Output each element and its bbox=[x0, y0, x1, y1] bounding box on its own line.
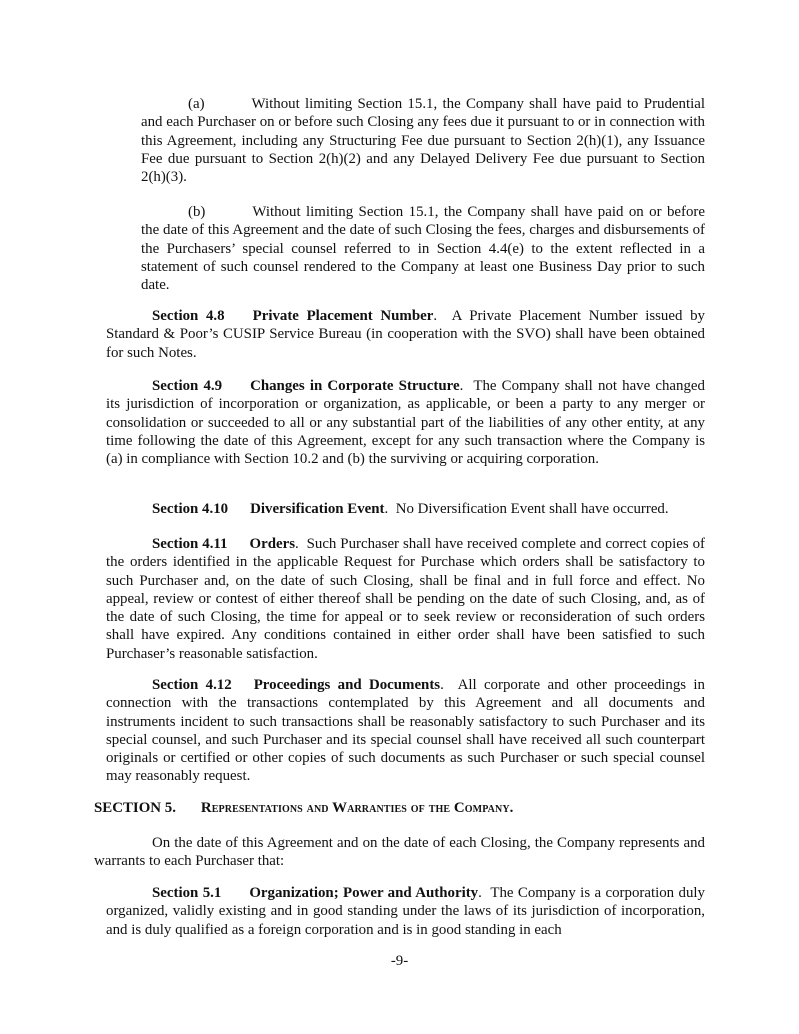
paragraph-b-label: (b) bbox=[188, 204, 206, 220]
section-4-12-title: Proceedings and Documents bbox=[253, 677, 441, 693]
section-4-10-title: Diversification Event bbox=[250, 501, 385, 517]
section-4-12: Section 4.12 Proceedings and Documents. All corporate and other proceedings in connection with the transactions contemplated by this Agreement and all documents and instruments incident to such transactions shall be reasonably satisfactory to such Purchaser and its special counsel, and such Purchaser and its special counsel shall have received all such counterpart originals or certified or other copies of such documents as such Purchaser or such special counsel may reasonably request. bbox=[106, 677, 705, 785]
section-4-8: Section 4.8 Private Placement Number. A Private Placement Number issued by Standard & Poor’s CUSIP Service Bureau (in cooperation with the SVO) shall have been obtained for such Notes. bbox=[106, 308, 705, 361]
page-number: -9- bbox=[390, 953, 409, 969]
paragraph-a bbox=[141, 95, 705, 186]
section-4-8-title: Private Placement Number bbox=[252, 308, 434, 324]
section-5-number: SECTION 5. bbox=[94, 800, 176, 816]
section-4-10-number: Section 4.10 bbox=[152, 501, 229, 517]
section-4-11-title: Orders bbox=[249, 536, 295, 552]
section-5-1-number: Section 5.1 bbox=[152, 885, 222, 901]
section-4-9-text: The Company shall not have changed its jurisdiction of incorporation or organization, as applicable, or been a party to any merger or consolidation or succeeded to all or any substantial part of the liabilities of any other entity, at any time following the date of this Agreement, except for any such transaction where the Company is (a) in compliance with Section 10.2 and (b) the surviving or acquiring corporation. bbox=[106, 378, 705, 468]
section-5-intro bbox=[94, 834, 705, 871]
section-5-1-title: Organization; Power and Authority bbox=[249, 885, 479, 901]
section-4-9-title: Changes in Corporate Structure bbox=[250, 378, 460, 394]
section-5-1: Section 5.1 Organization; Power and Authority. The Company is a corporation duly organized, validly existing and in good standing under the laws of its jurisdiction of incorporation, and is duly qualified as a foreign corporation and is in good standing in each bbox=[106, 885, 705, 938]
section-4-9: Section 4.9 Changes in Corporate Structure. The Company shall not have changed its jurisdiction of incorporation or organization, as applicable, or been a party to any merger or consolidation or succeeded to all or any substantial part of the liabilities of any other entity, at any time following the date of this Agreement, except for any such transaction where the Company is (a) in compliance with Section 10.2 and (b) the surviving or acquiring corporation. bbox=[106, 378, 705, 468]
section-4-12-number: Section 4.12 bbox=[152, 677, 232, 693]
section-4-11-number: Section 4.11 bbox=[152, 536, 228, 552]
section-4-10-text: No Diversification Event shall have occurred. bbox=[395, 501, 669, 517]
section-4-8-text: A Private Placement Number issued by Standard & Poor’s CUSIP Service Bureau (in cooperation with the SVO) shall have been obtained for such Notes. bbox=[106, 308, 705, 361]
section-4-12-text: All corporate and other proceedings in connection with the transactions contemplated by this Agreement and all documents and instruments incident to such transactions shall be reasonably satisfactory to such Purchaser and its special counsel, and such Purchaser and its special counsel shall have received all such counterpart originals or certified or other copies of such documents as such Purchaser or such special counsel may reasonably request. bbox=[106, 677, 705, 785]
section-5-title: Representations and Warranties of the Company bbox=[200, 800, 510, 816]
section-5-intro-text: On the date of this Agreement and on the date of each Closing, the Company represents and warrants to each Purchaser that: bbox=[94, 835, 705, 870]
paragraph-b bbox=[141, 203, 705, 294]
section-4-8-number: Section 4.8 bbox=[152, 308, 225, 324]
section-4-11-text: Such Purchaser shall have received complete and correct copies of the orders identified in the applicable Request for Purchase which orders shall be satisfactory to such Purchaser and, on the date of such Closing, shall be final and in full force and effect. No appeal, review or contest of either thereof shall be pending on the date of such Closing, and, as of the date of such Closing, the time for appeal or to seek review or reconsideration of such orders shall have expired. Any conditions contained in either order shall have been satisfied to such Purchaser’s reasonable satisfaction. bbox=[106, 536, 705, 662]
paragraph-b-text: Without limiting Section 15.1, the Company shall have paid on or before the date of this Agreement and the date of such Closing the fees, charges and disbursements of the Purchasers’ special counsel referred to in Section 4.4(e) to the extent reflected in a statement of such counsel rendered to the Company at least one Business Day prior to such date. bbox=[141, 204, 705, 294]
paragraph-a-label: (a) bbox=[188, 96, 205, 112]
section-5-1-text: The Company is a corporation duly organized, validly existing and in good standing under the laws of its jurisdiction of incorporation, and is duly qualified as a foreign corporation and is in good standing in each bbox=[106, 885, 705, 938]
section-4-10: Section 4.10 Diversification Event. No Diversification Event shall have occurred. bbox=[152, 501, 669, 517]
section-4-9-number: Section 4.9 bbox=[152, 378, 223, 394]
paragraph-a-text: Without limiting Section 15.1, the Company shall have paid to Prudential and each Purchaser on or before such Closing any fees due it pursuant to or in connection with this Agreement, including any Structuring Fee due pursuant to Section 2(h)(1), any Issuance Fee due pursuant to Section 2(h)(2) and any Delayed Delivery Fee due pursuant to Section 2(h)(3). bbox=[141, 96, 705, 186]
section-5-heading: SECTION 5. Representations and Warranties of the Company. bbox=[94, 800, 514, 816]
section-4-11: Section 4.11 Orders. Such Purchaser shall have received complete and correct copies of the orders identified in the applicable Request for Purchase which orders shall be satisfactory to such Purchaser and, on the date of such Closing, shall be final and in full force and effect. No appeal, review or contest of either thereof shall be pending on the date of such Closing, and, as of the date of such Closing, the time for appeal or to seek review or reconsideration of such orders shall have expired. Any conditions contained in either order shall have been satisfied to such Purchaser’s reasonable satisfaction. bbox=[106, 536, 705, 662]
